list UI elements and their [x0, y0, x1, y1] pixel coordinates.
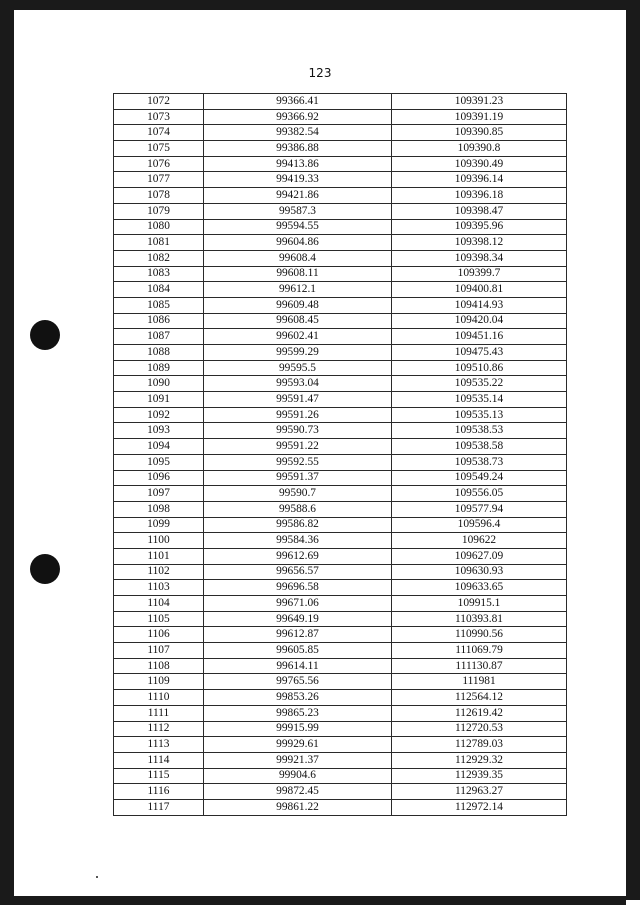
y-value-cell: 109414.93	[392, 297, 567, 313]
point-id-cell: 1110	[114, 690, 204, 706]
y-value-cell: 109391.19	[392, 109, 567, 125]
y-value-cell: 112972.14	[392, 799, 567, 815]
y-value-cell: 109390.8	[392, 141, 567, 157]
coordinate-table	[113, 93, 567, 816]
punch-hole-lower	[30, 554, 60, 584]
table-row	[114, 501, 567, 517]
y-value-cell: 109596.4	[392, 517, 567, 533]
point-id-cell: 1108	[114, 658, 204, 674]
x-value-cell: 99595.5	[204, 360, 392, 376]
y-value-cell: 109420.04	[392, 313, 567, 329]
y-value-cell: 112619.42	[392, 705, 567, 721]
point-id-cell: 1074	[114, 125, 204, 141]
point-id-cell: 1076	[114, 156, 204, 172]
x-value-cell: 99765.56	[204, 674, 392, 690]
scan-border-right	[626, 8, 640, 900]
table-row	[114, 439, 567, 455]
x-value-cell: 99605.85	[204, 643, 392, 659]
point-id-cell: 1111	[114, 705, 204, 721]
point-id-cell: 1078	[114, 188, 204, 204]
y-value-cell: 109915.1	[392, 596, 567, 612]
x-value-cell: 99604.86	[204, 235, 392, 251]
y-value-cell: 112929.32	[392, 752, 567, 768]
point-id-cell: 1103	[114, 580, 204, 596]
y-value-cell: 109549.24	[392, 470, 567, 486]
point-id-cell: 1106	[114, 627, 204, 643]
punch-hole-upper	[30, 320, 60, 350]
table-body	[114, 94, 567, 816]
table-row	[114, 188, 567, 204]
point-id-cell: 1107	[114, 643, 204, 659]
y-value-cell: 109577.94	[392, 501, 567, 517]
x-value-cell: 99865.23	[204, 705, 392, 721]
table-row	[114, 627, 567, 643]
y-value-cell: 109396.14	[392, 172, 567, 188]
scan-speck	[96, 876, 98, 878]
table-row	[114, 784, 567, 800]
table-row	[114, 548, 567, 564]
point-id-cell: 1113	[114, 737, 204, 753]
point-id-cell: 1105	[114, 611, 204, 627]
x-value-cell: 99386.88	[204, 141, 392, 157]
point-id-cell: 1091	[114, 392, 204, 408]
point-id-cell: 1089	[114, 360, 204, 376]
point-id-cell: 1077	[114, 172, 204, 188]
x-value-cell: 99584.36	[204, 533, 392, 549]
table-row	[114, 125, 567, 141]
table-row	[114, 674, 567, 690]
x-value-cell: 99591.22	[204, 439, 392, 455]
table-row	[114, 345, 567, 361]
table-row	[114, 250, 567, 266]
x-value-cell: 99612.87	[204, 627, 392, 643]
y-value-cell: 109390.49	[392, 156, 567, 172]
y-value-cell: 109398.47	[392, 203, 567, 219]
point-id-cell: 1095	[114, 454, 204, 470]
y-value-cell: 109535.13	[392, 407, 567, 423]
table-row	[114, 172, 567, 188]
x-value-cell: 99853.26	[204, 690, 392, 706]
point-id-cell: 1072	[114, 94, 204, 110]
table-row	[114, 94, 567, 110]
x-value-cell: 99599.29	[204, 345, 392, 361]
x-value-cell: 99929.61	[204, 737, 392, 753]
y-value-cell: 109510.86	[392, 360, 567, 376]
y-value-cell: 111069.79	[392, 643, 567, 659]
x-value-cell: 99586.82	[204, 517, 392, 533]
table-row	[114, 580, 567, 596]
x-value-cell: 99587.3	[204, 203, 392, 219]
y-value-cell: 109400.81	[392, 282, 567, 298]
point-id-cell: 1109	[114, 674, 204, 690]
table-row	[114, 141, 567, 157]
y-value-cell: 112720.53	[392, 721, 567, 737]
table-row	[114, 596, 567, 612]
x-value-cell: 99612.1	[204, 282, 392, 298]
table-row	[114, 109, 567, 125]
y-value-cell: 109396.18	[392, 188, 567, 204]
y-value-cell: 110393.81	[392, 611, 567, 627]
y-value-cell: 111130.87	[392, 658, 567, 674]
table-row	[114, 329, 567, 345]
y-value-cell: 112963.27	[392, 784, 567, 800]
x-value-cell: 99594.55	[204, 219, 392, 235]
y-value-cell: 109535.14	[392, 392, 567, 408]
y-value-cell: 109538.53	[392, 423, 567, 439]
point-id-cell: 1099	[114, 517, 204, 533]
point-id-cell: 1073	[114, 109, 204, 125]
x-value-cell: 99921.37	[204, 752, 392, 768]
x-value-cell: 99656.57	[204, 564, 392, 580]
y-value-cell: 109630.93	[392, 564, 567, 580]
table-row	[114, 392, 567, 408]
table-row	[114, 360, 567, 376]
table-row	[114, 235, 567, 251]
y-value-cell: 109633.65	[392, 580, 567, 596]
point-id-cell: 1092	[114, 407, 204, 423]
x-value-cell: 99419.33	[204, 172, 392, 188]
table-row	[114, 737, 567, 753]
table-row	[114, 470, 567, 486]
x-value-cell: 99590.7	[204, 486, 392, 502]
point-id-cell: 1104	[114, 596, 204, 612]
point-id-cell: 1079	[114, 203, 204, 219]
y-value-cell: 111981	[392, 674, 567, 690]
table-row	[114, 313, 567, 329]
y-value-cell: 109538.73	[392, 454, 567, 470]
point-id-cell: 1101	[114, 548, 204, 564]
table-row	[114, 407, 567, 423]
x-value-cell: 99861.22	[204, 799, 392, 815]
table-row	[114, 517, 567, 533]
y-value-cell: 109399.7	[392, 266, 567, 282]
y-value-cell: 109622	[392, 533, 567, 549]
scan-border-bottom	[14, 896, 626, 905]
table-row	[114, 156, 567, 172]
point-id-cell: 1083	[114, 266, 204, 282]
x-value-cell: 99649.19	[204, 611, 392, 627]
page-number: 123	[308, 66, 332, 80]
x-value-cell: 99915.99	[204, 721, 392, 737]
y-value-cell: 112939.35	[392, 768, 567, 784]
y-value-cell: 109475.43	[392, 345, 567, 361]
x-value-cell: 99608.11	[204, 266, 392, 282]
y-value-cell: 109390.85	[392, 125, 567, 141]
x-value-cell: 99366.41	[204, 94, 392, 110]
table-row	[114, 658, 567, 674]
point-id-cell: 1085	[114, 297, 204, 313]
x-value-cell: 99609.48	[204, 297, 392, 313]
point-id-cell: 1084	[114, 282, 204, 298]
point-id-cell: 1088	[114, 345, 204, 361]
table-row	[114, 266, 567, 282]
x-value-cell: 99382.54	[204, 125, 392, 141]
y-value-cell: 112789.03	[392, 737, 567, 753]
y-value-cell: 109556.05	[392, 486, 567, 502]
x-value-cell: 99593.04	[204, 376, 392, 392]
point-id-cell: 1114	[114, 752, 204, 768]
y-value-cell: 109535.22	[392, 376, 567, 392]
x-value-cell: 99591.47	[204, 392, 392, 408]
table-row	[114, 219, 567, 235]
point-id-cell: 1098	[114, 501, 204, 517]
point-id-cell: 1082	[114, 250, 204, 266]
point-id-cell: 1112	[114, 721, 204, 737]
table-row	[114, 533, 567, 549]
y-value-cell: 109398.34	[392, 250, 567, 266]
x-value-cell: 99608.4	[204, 250, 392, 266]
point-id-cell: 1086	[114, 313, 204, 329]
y-value-cell: 109627.09	[392, 548, 567, 564]
point-id-cell: 1093	[114, 423, 204, 439]
point-id-cell: 1116	[114, 784, 204, 800]
y-value-cell: 109391.23	[392, 94, 567, 110]
table-row	[114, 486, 567, 502]
table-row	[114, 203, 567, 219]
point-id-cell: 1087	[114, 329, 204, 345]
x-value-cell: 99608.45	[204, 313, 392, 329]
point-id-cell: 1115	[114, 768, 204, 784]
point-id-cell: 1102	[114, 564, 204, 580]
table-row	[114, 282, 567, 298]
x-value-cell: 99602.41	[204, 329, 392, 345]
x-value-cell: 99696.58	[204, 580, 392, 596]
table-row	[114, 799, 567, 815]
y-value-cell: 109398.12	[392, 235, 567, 251]
point-id-cell: 1090	[114, 376, 204, 392]
point-id-cell: 1080	[114, 219, 204, 235]
x-value-cell: 99614.11	[204, 658, 392, 674]
y-value-cell: 109395.96	[392, 219, 567, 235]
x-value-cell: 99590.73	[204, 423, 392, 439]
point-id-cell: 1081	[114, 235, 204, 251]
table-row	[114, 297, 567, 313]
point-id-cell: 1097	[114, 486, 204, 502]
x-value-cell: 99413.86	[204, 156, 392, 172]
y-value-cell: 112564.12	[392, 690, 567, 706]
x-value-cell: 99591.37	[204, 470, 392, 486]
x-value-cell: 99366.92	[204, 109, 392, 125]
x-value-cell: 99588.6	[204, 501, 392, 517]
table-row	[114, 721, 567, 737]
x-value-cell: 99591.26	[204, 407, 392, 423]
table-row	[114, 454, 567, 470]
table-row	[114, 690, 567, 706]
point-id-cell: 1117	[114, 799, 204, 815]
y-value-cell: 109451.16	[392, 329, 567, 345]
table-row	[114, 564, 567, 580]
table-row	[114, 611, 567, 627]
point-id-cell: 1094	[114, 439, 204, 455]
x-value-cell: 99872.45	[204, 784, 392, 800]
scan-border-left	[0, 0, 14, 905]
table-row	[114, 752, 567, 768]
point-id-cell: 1100	[114, 533, 204, 549]
point-id-cell: 1096	[114, 470, 204, 486]
x-value-cell: 99421.86	[204, 188, 392, 204]
x-value-cell: 99612.69	[204, 548, 392, 564]
point-id-cell: 1075	[114, 141, 204, 157]
x-value-cell: 99671.06	[204, 596, 392, 612]
y-value-cell: 110990.56	[392, 627, 567, 643]
scan-border-top	[14, 0, 640, 10]
x-value-cell: 99904.6	[204, 768, 392, 784]
x-value-cell: 99592.55	[204, 454, 392, 470]
y-value-cell: 109538.58	[392, 439, 567, 455]
table-row	[114, 376, 567, 392]
table-row	[114, 423, 567, 439]
table-row	[114, 643, 567, 659]
table-row	[114, 768, 567, 784]
table-row	[114, 705, 567, 721]
